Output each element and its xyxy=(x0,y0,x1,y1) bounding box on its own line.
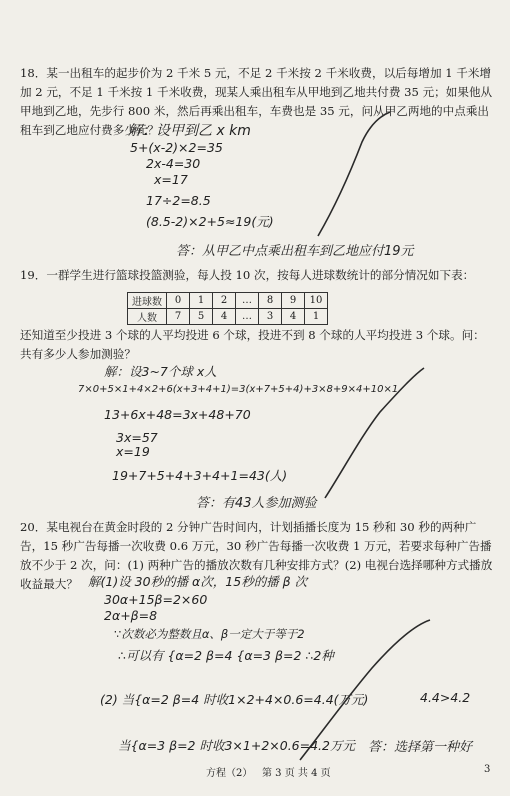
check-mark-icon xyxy=(318,112,390,236)
footer-chapter: 方程（2） xyxy=(206,768,253,779)
table-cell: 8 xyxy=(259,293,282,309)
check-mark-icon xyxy=(325,368,424,498)
table-cell: 10 xyxy=(305,293,328,309)
q19-solution-line: x=19 xyxy=(116,444,150,459)
table-header-label: 进球数 xyxy=(128,293,167,309)
q20-solution-line: 当{α=3 β=2 时收3×1+2×0.6=4.2万元 xyxy=(118,738,355,753)
table-cell: 1 xyxy=(190,293,213,309)
table-cell: 4 xyxy=(213,309,236,325)
q18-solution-line: (8.5-2)×2+5≈19(元) xyxy=(146,214,274,229)
table-cell: 5 xyxy=(190,309,213,325)
check-mark-icon xyxy=(300,620,430,760)
q20-answer: 答：选择第一种好 xyxy=(368,740,473,755)
question-20-text: 20．某电视台在黄金时段的 2 分钟广告时间内，计划插播长度为 15 秒和 30 秒的两种广告，15 秒广告每播一次收费 0.6 万元，30 秒广告每播一次收费 1 万元，若要求每种广告播放不少于 2 次，问：(1) 两种广告的播放次数有几种安排方式？(2) 电视台选择哪种方式播放收益最大？ xyxy=(20,520,493,591)
table-cell: … xyxy=(236,309,259,325)
table-cell: 9 xyxy=(282,293,305,309)
q19-solution-line: 解：设3~7个球 x人 xyxy=(104,364,217,379)
q19-solution-line: 7×0+5×1+4×2+6(x+3+4+1)=3(x+7+5+4)+3×8+9×4+10×1 xyxy=(78,384,399,395)
q20-solution-line: 2α+β=8 xyxy=(104,608,158,623)
table-cell: 3 xyxy=(259,309,282,325)
table-cell: 4 xyxy=(282,309,305,325)
q20-solution-line: 30α+15β=2×60 xyxy=(104,592,208,607)
question-18-text: 18．某一出租车的起步价为 2 千米 5 元，不足 2 千米按 2 千米收费，以后每增加 1 千米增加 2 元，不足 1 千米按 1 千米收费，现某人乘出租车从甲地到乙地共付费 35 元；如果他从甲地到乙地，先步行 800 米，然后再乘出租车，车费也是 35 元，问从甲乙两地的中点乘出租车到乙地应付费多少元？ xyxy=(20,66,493,137)
q19-solution-line: 13+6x+48=3x+48+70 xyxy=(104,407,251,422)
table-cell: 7 xyxy=(167,309,190,325)
question-19-text: 19．一群学生进行篮球投篮测验，每人投 10 次，按每人进球数统计的部分情况如下表： xyxy=(20,268,475,282)
q20-solution-line: ∵次数必为整数且α、β一定大于等于2 xyxy=(114,627,305,641)
q18-solution-line: 2x-4=30 xyxy=(146,156,201,171)
q20-solution-line: 4.4>4.2 xyxy=(420,690,471,705)
table-cell: 0 xyxy=(167,293,190,309)
q19-answer: 答：有43人参加测验 xyxy=(196,496,317,511)
q20-solution-line: ∴可以有 {α=2 β=4 {α=3 β=2 ∴2种 xyxy=(118,648,334,663)
q18-solution-line: 解：设甲到乙 x km xyxy=(128,123,251,139)
q18-answer: 答：从甲乙中点乘出租车到乙地应付19元 xyxy=(176,244,414,259)
q18-solution-line: 17÷2=8.5 xyxy=(146,193,211,208)
q19-solution-line: 19+7+5+4+3+4+1=43(人) xyxy=(112,468,288,483)
page-number: 3 xyxy=(484,764,491,775)
q20-solution-line: (2) 当{α=2 β=4 时收1×2+4×0.6=4.4(万元) xyxy=(100,692,369,707)
footer-page-info: 第 3 页 共 4 页 xyxy=(262,768,331,779)
table-cell: … xyxy=(236,293,259,309)
q18-solution-line: x=17 xyxy=(154,172,188,187)
question-19-text-continued: 还知道至少投进 3 个球的人平均投进 6 个球，投进不到 8 个球的人平均投进 3 个球。问：共有多少人参加测验？ xyxy=(20,328,485,361)
q19-solution-line: 3x=57 xyxy=(116,430,158,445)
q18-solution-line: 5+(x-2)×2=35 xyxy=(130,140,223,155)
q20-solution-line: 解(1)设 30秒的播 α次，15秒的播 β 次 xyxy=(88,574,308,589)
table-row-label: 人数 xyxy=(128,309,167,325)
table-cell: 2 xyxy=(213,293,236,309)
table-cell: 1 xyxy=(305,309,328,325)
